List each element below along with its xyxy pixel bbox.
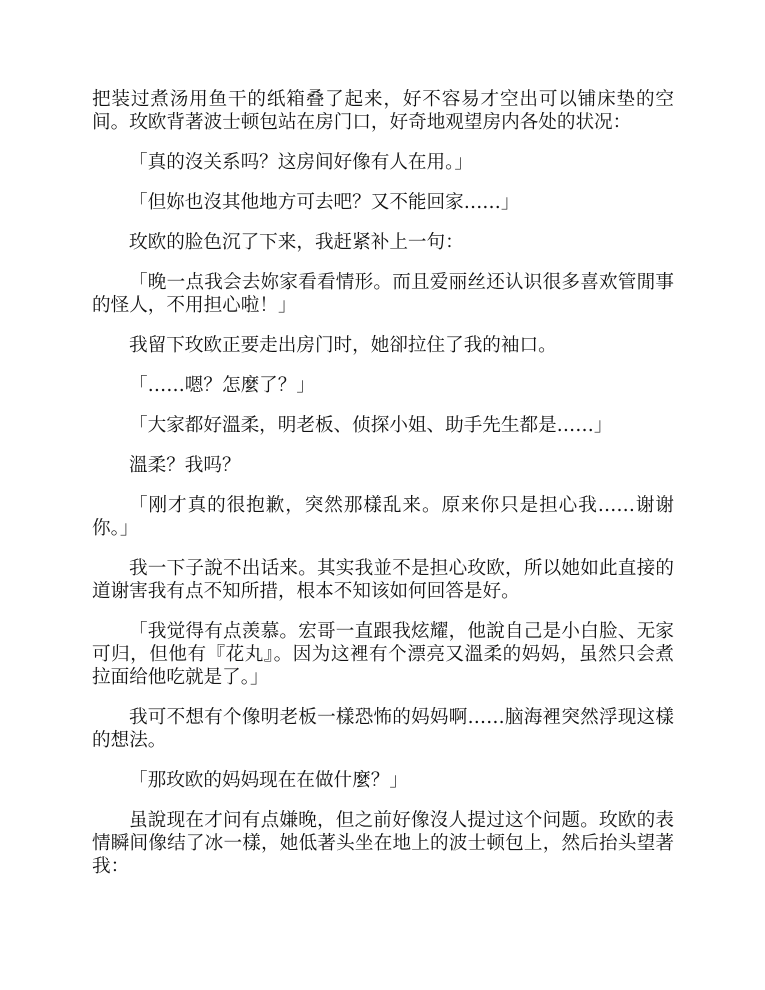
paragraph: 「我觉得有点羡慕。宏哥一直跟我炫耀，他說自己是小白脸、无家可归，但他有『花丸』。因为这裡有个漂亮又溫柔的妈妈，虽然只会煮拉面给他吃就是了。」	[92, 621, 674, 688]
paragraph: 把装过煮汤用鱼干的纸箱叠了起来，好不容易才空出可以铺床垫的空间。玫欧背著波士顿包站在房门口，好奇地观望房内各处的状况：	[92, 89, 674, 133]
document-page	[92, 88, 674, 895]
paragraph: 「……嗯？怎麼了？」	[129, 375, 315, 396]
paragraph: 「大家都好溫柔，明老板、侦探小姐、助手先生都是……」	[129, 415, 613, 436]
paragraph: 溫柔？我吗？	[129, 455, 241, 476]
paragraph: 我可不想有个像明老板一樣恐怖的妈妈啊……脑海裡突然浮现这樣的想法。	[92, 707, 674, 751]
paragraph: 「刚才真的很抱歉，突然那樣乱来。原来你只是担心我……谢谢你。」	[92, 495, 674, 539]
paragraph: 我留下玫欧正要走出房门时，她卻拉住了我的袖口。	[129, 335, 557, 356]
paragraph: 「真的沒关系吗？这房间好像有人在用。」	[129, 152, 473, 173]
paragraph: 虽說现在才问有点嫌晚，但之前好像沒人提过这个问题。玫欧的表情瞬间像结了冰一樣，她低著头坐在地上的波士顿包上，然后抬头望著我：	[92, 810, 674, 877]
paragraph: 「那玫欧的妈妈现在在做什麼？」	[129, 770, 408, 791]
paragraph: 玫欧的脸色沉了下来，我赶紧补上一句：	[129, 232, 464, 253]
paragraph: 我一下子說不出话来。其实我並不是担心玫欧，所以她如此直接的道谢害我有点不知所措，根本不知该如何回答是好。	[92, 558, 674, 602]
paragraph: 「但妳也沒其他地方可去吧？又不能回家……」	[129, 192, 520, 213]
paragraph: 「晚一点我会去妳家看看情形。而且爱丽丝还认识很多喜欢管閒事的怪人，不用担心啦！」	[92, 272, 674, 316]
